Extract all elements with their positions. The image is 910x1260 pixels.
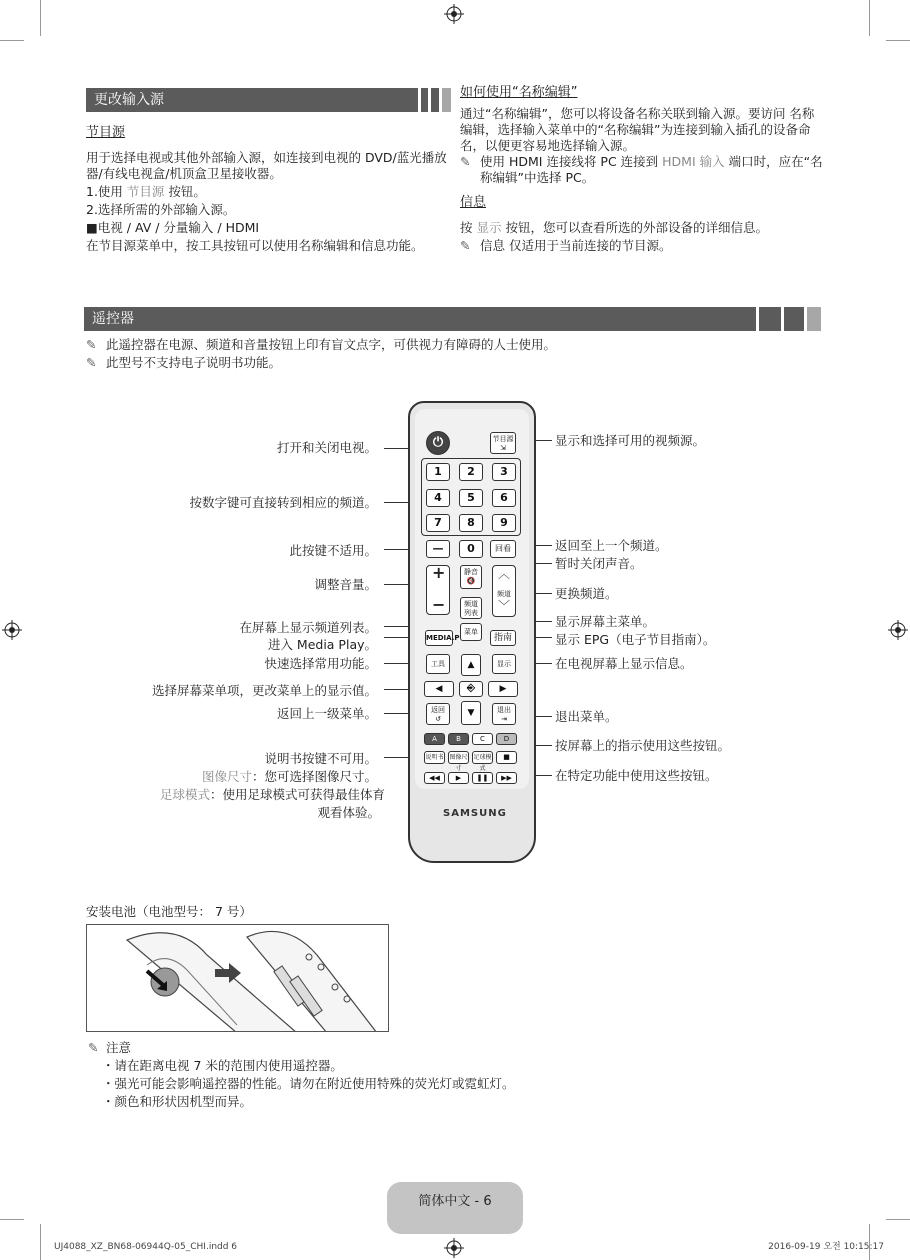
- picsize-text: ：您可选择图像尺寸。: [251, 769, 377, 784]
- callout-source: 显示和选择可用的视频源。: [555, 433, 706, 448]
- source-button[interactable]: [490, 432, 516, 454]
- callout-football-2: 观看体验。: [317, 805, 380, 820]
- step-1: [86, 184, 452, 200]
- info-note: [460, 238, 826, 254]
- remote-note-2: [86, 355, 281, 371]
- callout-ch-list: 在屏幕上显示频道列表。: [239, 620, 377, 635]
- manual-button[interactable]: 说明书: [424, 751, 445, 764]
- callout-dash: 此按键不适用。: [289, 543, 377, 558]
- callout-return: 返回上一级菜单。: [276, 706, 377, 721]
- guide-button[interactable]: 指南: [490, 630, 516, 646]
- section-bar-tab: [421, 88, 428, 112]
- callout-guide: 显示 EPG（电子节目指南）。: [555, 632, 716, 647]
- dash-button[interactable]: —: [426, 540, 450, 558]
- section-bar-tab: [431, 88, 439, 112]
- channel-down-icon: ﹀: [498, 599, 511, 613]
- section-title-remote: 遥控器: [92, 311, 134, 327]
- section-bar-remote: [84, 307, 756, 331]
- color-d-button[interactable]: D: [496, 733, 517, 745]
- num-1-button[interactable]: 1: [426, 463, 450, 481]
- return-label: 返回: [431, 706, 445, 714]
- section-title-input: 更改输入源: [94, 92, 164, 108]
- battery-figure: [86, 924, 389, 1032]
- section-bar-input: [86, 88, 418, 112]
- hdmi-input-key: HDMI 输入: [662, 154, 725, 169]
- callout-volume: 调整音量。: [314, 577, 377, 592]
- channel-label: 频道: [497, 590, 511, 598]
- name-edit-note-suffix: 端口时，应在“名称编辑”中选择 PC。: [480, 154, 823, 185]
- volume-up-label: +: [432, 563, 446, 582]
- football-text: ：使用足球模式可获得最佳体育: [209, 787, 385, 802]
- color-a-button[interactable]: A: [424, 733, 445, 745]
- step-2: 2.选择所需的外部输入源。: [86, 202, 236, 217]
- notes-heading: [88, 1040, 131, 1056]
- callout-prech: 返回至上一个频道。: [555, 538, 668, 553]
- section-bar-tab: [784, 307, 804, 331]
- prech-button[interactable]: 回看: [490, 540, 516, 558]
- sources-list: ■电视 / AV / 分量输入 / HDMI: [86, 220, 260, 235]
- battery-illustration: [87, 925, 389, 1032]
- note-pencil-icon: ✎: [88, 1040, 99, 1055]
- volume-down-label: −: [432, 595, 446, 614]
- num-8-button[interactable]: 8: [459, 514, 483, 532]
- battery-title: 安装电池（电池型号： 7 号）: [86, 904, 252, 919]
- num-9-button[interactable]: 9: [492, 514, 516, 532]
- num-3-button[interactable]: 3: [492, 463, 516, 481]
- picsize-key: 图像尺寸: [201, 769, 252, 784]
- mute-button[interactable]: [460, 565, 482, 589]
- play-button[interactable]: ▶: [448, 772, 469, 784]
- pause-button[interactable]: ❚❚: [472, 772, 493, 784]
- info-desc: [460, 220, 826, 236]
- note-pencil-icon: ✎: [86, 337, 97, 352]
- callout-exit: 退出菜单。: [555, 709, 618, 724]
- name-edit-note-prefix: 使用 HDMI 连接线将 PC 连接到: [480, 154, 663, 169]
- tools-button[interactable]: 工具: [426, 654, 450, 674]
- mute-label: 静音: [464, 568, 478, 576]
- stop-button[interactable]: ■: [496, 751, 517, 764]
- picture-size-button[interactable]: 图像尺寸: [448, 751, 469, 764]
- name-edit-desc: 通过“名称编辑”，您可以将设备名称关联到输入源。要访问 名称编辑，选择输入菜单中的“名称编辑”为连接到输入插孔的设备命名，以便更容易地选择输入源。: [460, 106, 815, 153]
- callout-football: [160, 787, 385, 803]
- num-0-button[interactable]: 0: [459, 540, 483, 558]
- callout-picsize: [202, 769, 377, 785]
- media-p-button[interactable]: MEDIA.P: [425, 630, 453, 646]
- note-pencil-icon: ✎: [460, 238, 471, 253]
- source-desc: 用于选择电视或其他外部输入源，如连接到电视的 DVD/蓝光播放器/有线电视盒/机顶盒卫星接收器。: [86, 150, 447, 181]
- step-1-prefix: 1.使用: [86, 184, 127, 199]
- source-key-name: 节目源: [126, 184, 165, 199]
- ch-list-button[interactable]: 频道列表: [460, 597, 482, 619]
- fast-forward-button[interactable]: ▶▶: [496, 772, 517, 784]
- tools-note: 在节目源菜单中，按工具按钮可以使用名称编辑和信息功能。: [86, 238, 424, 253]
- note-pencil-icon: ✎: [460, 154, 471, 169]
- note-item: ・请在距离电视 7 米的范围内使用遥控器。: [102, 1058, 343, 1073]
- exit-button[interactable]: [492, 703, 516, 725]
- crop-mark: [40, 0, 41, 36]
- callout-media: 进入 Media Play。: [267, 637, 377, 652]
- name-edit-note: [460, 154, 826, 186]
- crop-mark: [886, 40, 910, 41]
- registration-mark-icon: [888, 620, 908, 640]
- football-key: 足球模式: [159, 787, 210, 802]
- source-heading: 节目源: [86, 125, 126, 140]
- num-4-button[interactable]: 4: [426, 489, 450, 507]
- callout-channel: 更换频道。: [555, 586, 618, 601]
- info-note-text: 信息 仅适用于当前连接的节目源。: [480, 238, 672, 253]
- callout-tools: 快速选择常用功能。: [264, 656, 377, 671]
- remote-note-2-text: 此型号不支持电子说明书功能。: [106, 355, 282, 370]
- callout-color: 按屏幕上的指示使用这些按钮。: [555, 738, 731, 753]
- crop-mark: [0, 40, 24, 41]
- page-number: 简体中文 - 6: [418, 1194, 492, 1209]
- return-button[interactable]: [426, 703, 450, 725]
- num-6-button[interactable]: 6: [492, 489, 516, 507]
- color-b-button[interactable]: B: [448, 733, 469, 745]
- input-source-block: [86, 124, 452, 254]
- remote-note-1: [86, 337, 556, 353]
- callout-select: 选择屏幕菜单项，更改菜单上的显示值。: [151, 683, 377, 698]
- note-item: ・颜色和形状因机型而异。: [102, 1094, 253, 1109]
- enter-button[interactable]: ⎆: [459, 681, 483, 697]
- callout-menu: 显示屏幕主菜单。: [555, 614, 656, 629]
- callout-numbers: 按数字键可直接转到相应的频道。: [189, 495, 377, 510]
- down-arrow-button[interactable]: ▼: [461, 701, 481, 725]
- up-arrow-button[interactable]: ▲: [461, 654, 481, 676]
- footer-file: UJ4088_XZ_BN68-06944Q-05_CHI.indd 6: [54, 1242, 238, 1252]
- rewind-button[interactable]: ◀◀: [424, 772, 445, 784]
- info-heading: 信息: [460, 195, 487, 210]
- crop-mark: [886, 1219, 910, 1220]
- callout-mute: 暂时关闭声音。: [555, 556, 643, 571]
- section-bar-tab: [807, 307, 821, 331]
- crop-mark: [40, 1224, 41, 1260]
- info-desc-prefix: 按: [460, 220, 477, 235]
- exit-label: 退出: [497, 706, 511, 714]
- source-button-label: 节目源: [492, 435, 514, 443]
- menu-button[interactable]: 菜单: [460, 623, 482, 641]
- step-1-suffix: 按钮。: [164, 184, 206, 199]
- samsung-logo: SAMSUNG: [443, 808, 507, 819]
- right-arrow-button[interactable]: ▶: [488, 681, 518, 697]
- info-key-name: 显示: [476, 220, 502, 235]
- name-edit-block: [460, 84, 826, 254]
- registration-mark-icon: [2, 620, 22, 640]
- callout-info: 在电视屏幕上显示信息。: [555, 656, 693, 671]
- info-button[interactable]: 显示: [492, 654, 516, 674]
- football-mode-button[interactable]: 足球模式: [472, 751, 493, 764]
- note-item: ・强光可能会影响遥控器的性能。请勿在附近使用特殊的荧光灯或霓虹灯。: [102, 1076, 515, 1091]
- color-c-button[interactable]: C: [472, 733, 493, 745]
- footer-date: 2016-09-19 오전 10:15:17: [768, 1242, 884, 1252]
- exit-icon: ⇥: [501, 715, 507, 723]
- section-bar-tab: [759, 307, 781, 331]
- channel-up-icon: ︿: [498, 567, 511, 581]
- num-2-button[interactable]: 2: [459, 463, 483, 481]
- remote-note-1-text: 此遥控器在电源、频道和音量按钮上印有盲文点字，可供视力有障碍的人士使用。: [106, 337, 557, 352]
- callout-manual: 说明书按键不可用。: [264, 751, 377, 766]
- crop-mark: [0, 1219, 24, 1220]
- return-icon: ↺: [435, 715, 441, 723]
- notes-heading-text: 注意: [106, 1040, 132, 1055]
- callout-power: 打开和关闭电视。: [276, 440, 377, 455]
- source-input-icon: ⇲: [500, 444, 506, 452]
- num-5-button[interactable]: 5: [459, 489, 483, 507]
- info-desc-suffix: 按钮，您可以查看所选的外部设备的详细信息。: [501, 220, 768, 235]
- page-number-tab: [387, 1182, 523, 1234]
- left-arrow-button[interactable]: ◀: [424, 681, 454, 697]
- crop-mark: [869, 0, 870, 36]
- mute-icon: 🔇: [466, 577, 476, 585]
- registration-mark-icon: [444, 4, 464, 24]
- num-7-button[interactable]: 7: [426, 514, 450, 532]
- section-bar-tab: [442, 88, 451, 112]
- registration-mark-icon: [444, 1238, 464, 1258]
- callout-playback: 在特定功能中使用这些按钮。: [555, 768, 718, 783]
- note-pencil-icon: ✎: [86, 355, 97, 370]
- name-edit-heading: 如何使用“名称编辑”: [460, 85, 578, 100]
- power-button[interactable]: ⏻: [426, 431, 450, 455]
